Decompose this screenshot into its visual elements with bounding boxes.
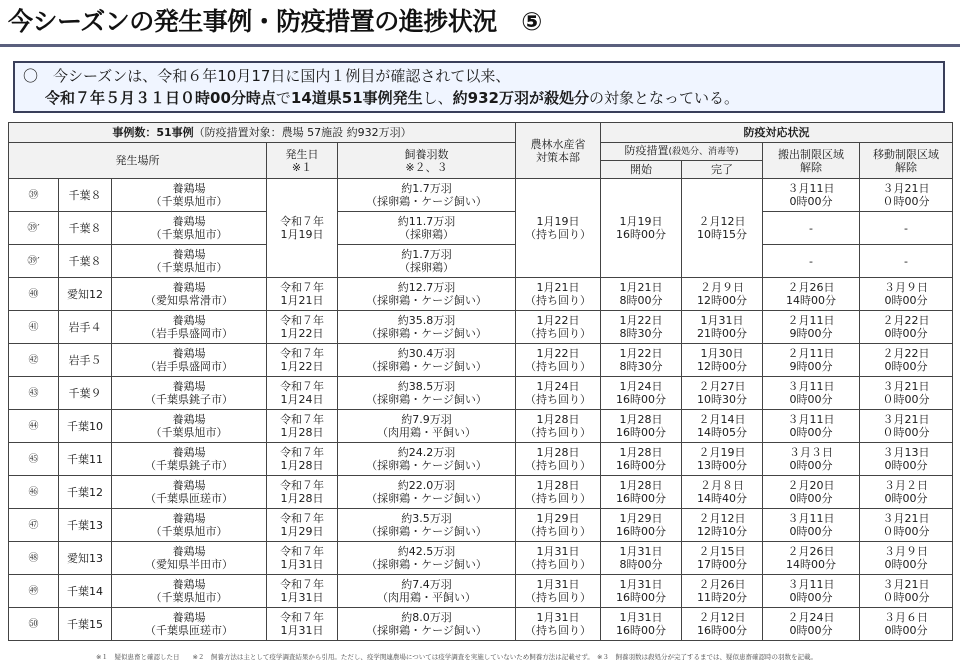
table-cell: ㊸ [9,377,59,410]
table-cell: 愛知13 [59,542,112,575]
table-row: ㊴ 千葉８ 養鶏場 （千葉県旭市） 令和７年 1月19日 約1.7万羽 （採卵鶏・ケージ飼い） 1月19日 （持ち回り） 1月19日 16時00分 ２月12日 10時15分 ３月11日 0時00分 ３月21日 ０時00分 [9,179,953,212]
table-cell: 約7.9万羽 （肉用鶏・平飼い） [338,410,516,443]
table-cell: 養鶏場 （岩手県盛岡市） [112,344,267,377]
table-row [9,278,953,311]
table-cell: 愛知12 [59,278,112,311]
table-cell: 約35.8万羽 （採卵鶏・ケージ飼い） [338,311,516,344]
table-cell: 養鶏場 （千葉県銚子市） [112,377,267,410]
table-cell: 養鶏場 （岩手県盛岡市） [112,311,267,344]
table-cell: 令和７年 1月29日 [267,509,338,542]
table-cell: 令和７年 1月21日 [267,278,338,311]
table-cell: ㊽ [9,542,59,575]
birds-header: 飼養羽数 ※２、３ [338,143,516,179]
table-row: ㊴′ 千葉８ 養鶏場 （千葉県旭市） 約1.7万羽 （採卵鶏） - - [9,245,953,278]
table-row [9,311,953,344]
table-cell: 1月21日 8時00分 [601,278,682,311]
table-cell: ２月24日 0時00分 [763,608,860,641]
table-cell: 1月28日 16時00分 [601,410,682,443]
table-cell: 1月31日 16時00分 [601,608,682,641]
table-cell: 約30.4万羽 （採卵鶏・ケージ飼い） [338,344,516,377]
table-cell: ３月９日 0時00分 [860,542,953,575]
table-cell: 千葉15 [59,608,112,641]
table-cell: 約3.5万羽 （採卵鶏・ケージ飼い） [338,509,516,542]
table-cell: 1月24日 （持ち回り） [516,377,601,410]
table-cell: 1月22日 8時30分 [601,344,682,377]
table-cell: ２月15日 17時00分 [682,542,763,575]
table-cell: ３月21日 ０時00分 [860,575,953,608]
table-cell: ㊻ [9,476,59,509]
table-cell: ３月21日 ０時00分 [860,377,953,410]
footnote: ※１ 疑似患畜と確認した日 ※２ 飼養方法は主として疫学調査結果から引用。ただし、疫学関連農場については疫学調査を実施していないため飼養方法は記載せず。 ※３ 飼養羽数は殺処分が完了するまでは、疑似患畜確認時の羽数を記載。 [96,653,817,661]
summary-text: し、 [422,89,453,107]
table-cell: 1月31日 （持ち回り） [516,542,601,575]
table-cell: 1月28日 （持ち回り） [516,476,601,509]
table-cell: 令和７年 1月31日 [267,542,338,575]
table-cell: ３月11日 0時00分 [763,410,860,443]
response-header: 防疫対応状況 [601,123,953,143]
table-cell: 養鶏場 （千葉県匝瑳市） [112,476,267,509]
table-cell: ２月26日 14時00分 [763,542,860,575]
summary-box [13,61,945,113]
table-row [9,509,953,542]
table-cell: 1月22日 （持ち回り） [516,344,601,377]
table-cell: 令和７年 1月24日 [267,377,338,410]
table-cell: 1月28日 （持ち回り） [516,443,601,476]
page-title: 今シーズンの発生事例・防疫措置の進捗状況 ⑤ [8,7,542,36]
table-cell: ３月２日 0時00分 [860,476,953,509]
table-cell: 1月31日 （持ち回り） [516,575,601,608]
hq-header: 農林水産省 対策本部 [516,123,601,179]
date-header: 発生日 ※１ [267,143,338,179]
table-cell: ２月８日 14時40分 [682,476,763,509]
table-row [9,476,953,509]
table-body [9,278,953,641]
table-row [9,575,953,608]
table-cell: 約7.4万羽 （肉用鶏・平飼い） [338,575,516,608]
table-cell: 令和７年 1月22日 [267,311,338,344]
table-cell: ２月９日 12時00分 [682,278,763,311]
table-cell: 1月29日 （持ち回り） [516,509,601,542]
cases-header: 事例数：51事例（防疫措置対象：農場 57施設 約932万羽） [9,123,516,143]
table-cell: 1月24日 16時00分 [601,377,682,410]
summary-text: で [275,89,291,107]
table-cell: 令和７年 1月28日 [267,410,338,443]
table-cell: 令和７年 1月28日 [267,476,338,509]
table-cell: ３月９日 0時00分 [860,278,953,311]
table-cell: 養鶏場 （千葉県旭市） [112,410,267,443]
summary-line-2 [23,87,935,109]
table-cell: 1月30日 12時00分 [682,344,763,377]
table-row [9,608,953,641]
table-cell: ３月11日 0時00分 [763,377,860,410]
table-cell: ２月22日 0時00分 [860,344,953,377]
table-cell: 1月31日 16時00分 [601,575,682,608]
summary-time: 令和７年５月３１日０時00分時点 [45,89,276,107]
table-cell: 岩手４ [59,311,112,344]
table-cell: 養鶏場 （愛知県常滑市） [112,278,267,311]
table-cell: 約24.2万羽 （採卵鶏・ケージ飼い） [338,443,516,476]
table-cell: 1月31日 8時00分 [601,542,682,575]
table-cell: 令和７年 1月22日 [267,344,338,377]
table-cell: ２月14日 14時05分 [682,410,763,443]
table-cell: ３月13日 0時00分 [860,443,953,476]
table-row [9,377,953,410]
carry-header: 搬出制限区域 解除 [763,143,860,179]
table-cell: 千葉11 [59,443,112,476]
table-cell: 千葉12 [59,476,112,509]
table-cell: ３月11日 0時00分 [763,575,860,608]
start-header: 開始 [601,161,682,179]
table-cell: 養鶏場 （千葉県銚子市） [112,443,267,476]
table-cell: ２月22日 0時00分 [860,311,953,344]
table-cell: 約22.0万羽 （採卵鶏・ケージ飼い） [338,476,516,509]
table-cell: ２月26日 11時20分 [682,575,763,608]
table-cell: ３月６日 0時00分 [860,608,953,641]
table-cell: ２月19日 13時00分 [682,443,763,476]
table-row: ㊴′ 千葉８ 養鶏場 （千葉県旭市） 約11.7万羽 （採卵鶏） - - [9,212,953,245]
table-cell: 岩手５ [59,344,112,377]
measures-header: 防疫措置(殺処分、消毒等) [601,143,763,161]
table-row [9,344,953,377]
table-cell: ㊹ [9,410,59,443]
table-cell: 約12.7万羽 （採卵鶏・ケージ飼い） [338,278,516,311]
table-cell: ２月11日 9時00分 [763,344,860,377]
table-row [9,542,953,575]
table-cell: ㊼ [9,509,59,542]
table-cell: ３月21日 ０時00分 [860,410,953,443]
location-header: 発生場所 [9,143,267,179]
table-cell: ２月12日 12時10分 [682,509,763,542]
table-cell: ㊶ [9,311,59,344]
table-cell: 約42.5万羽 （採卵鶏・ケージ飼い） [338,542,516,575]
table-cell: 1月22日 8時30分 [601,311,682,344]
table-cell: 1月28日 16時00分 [601,476,682,509]
table-cell: 千葉14 [59,575,112,608]
table-cell: 養鶏場 （千葉県旭市） [112,509,267,542]
table-cell: ２月26日 14時00分 [763,278,860,311]
end-header: 完了 [682,161,763,179]
table-cell: 1月31日 21時00分 [682,311,763,344]
title-underline [0,44,960,47]
table-cell: 1月28日 （持ち回り） [516,410,601,443]
table-row [9,443,953,476]
table-cell: ２月20日 0時00分 [763,476,860,509]
table-cell: ３月３日 0時00分 [763,443,860,476]
table-cell: 約8.0万羽 （採卵鶏・ケージ飼い） [338,608,516,641]
table-cell: 1月22日 （持ち回り） [516,311,601,344]
table-cell: 令和７年 1月31日 [267,575,338,608]
table-cell: 千葉10 [59,410,112,443]
table-cell: ㊾ [9,575,59,608]
summary-count: 14道県51事例発生 [290,89,423,107]
table-cell: ３月21日 ０時00分 [860,509,953,542]
table-cell: ㊺ [9,443,59,476]
table-cell: 令和７年 1月28日 [267,443,338,476]
table-cell: 1月29日 16時00分 [601,509,682,542]
summary-culled: 約932万羽が殺処分 [452,89,589,107]
move-header: 移動制限区域 解除 [860,143,953,179]
table-cell: 1月21日 （持ち回り） [516,278,601,311]
table-cell: ㊵ [9,278,59,311]
table-cell: ２月12日 16時00分 [682,608,763,641]
table-cell: ３月11日 0時00分 [763,509,860,542]
table-cell: 約38.5万羽 （採卵鶏・ケージ飼い） [338,377,516,410]
table-cell: ㊿ [9,608,59,641]
summary-text: の対象となっている。 [588,89,739,107]
table-cell: 千葉13 [59,509,112,542]
table-cell: 養鶏場 （千葉県匝瑳市） [112,608,267,641]
summary-line-1: 〇 今シーズンは、令和６年10月17日に国内１例目が確認されて以来、 [23,67,511,85]
table-cell: ２月27日 10時30分 [682,377,763,410]
table-cell: ２月11日 9時00分 [763,311,860,344]
outbreak-table [8,122,953,641]
table-cell: 養鶏場 （愛知県半田市） [112,542,267,575]
table-cell: 千葉９ [59,377,112,410]
table-cell: ㊷ [9,344,59,377]
table-cell: 養鶏場 （千葉県旭市） [112,575,267,608]
table-row [9,410,953,443]
table-cell: 1月28日 16時00分 [601,443,682,476]
table-cell: 令和７年 1月31日 [267,608,338,641]
table-cell: 1月31日 （持ち回り） [516,608,601,641]
